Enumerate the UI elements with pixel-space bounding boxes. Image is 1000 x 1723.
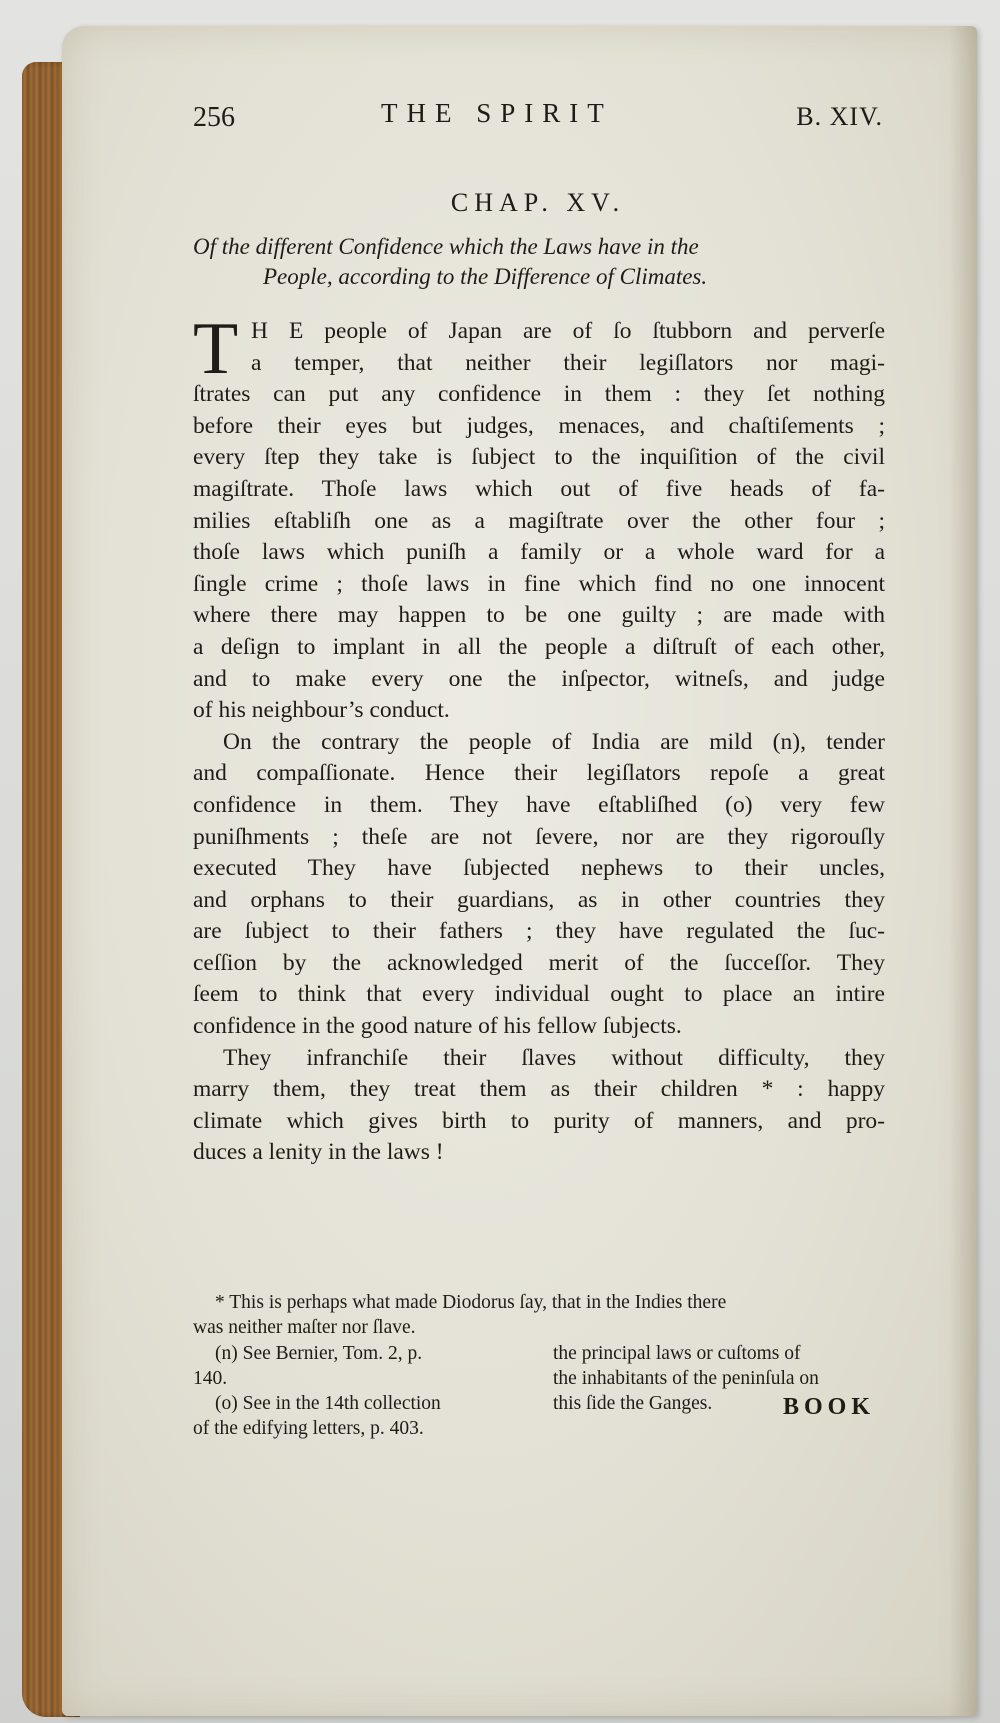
text-line: On the contrary the people of India are mild (n), tender [223,728,885,755]
footnote-column-right [553,1341,893,1441]
chapter-title-line: Of the different Confidence which the Laws have in the [193,234,699,259]
text-line: thoſe laws which puniſh a family or a whole ward for a [193,539,885,566]
footnote-o-continued: the principal laws or cuſtoms of [553,1343,801,1364]
text-line: milies eſtabliſh one as a magiſtrate over the other four ; [193,507,885,534]
chapter-title-line: People, according to the Difference of Climates. [263,264,708,289]
page-number: 256 [193,102,235,133]
text-line: climate which gives birth to purity of manners, and pro- [193,1107,885,1134]
text-line: confidence in them. They have eſtabliſhed (o) very few [193,791,885,818]
chapter-heading: CHAP. XV. [450,188,626,217]
page-gutter-shadow [949,26,977,1716]
footnote-o-continued: of the edifying letters, p. 403. [193,1418,424,1439]
text-line: confidence in the good nature of his fellow ſubjects. [193,1013,682,1040]
text-line: every ſtep they take is ſubject to the inquiſition of the civil [193,444,885,471]
text-line: marry them, they treat them as their children * : happy [193,1076,885,1103]
text-line: of his neighbour’s conduct. [193,697,450,724]
text-line: executed They have ſubjected nephews to their uncles, [193,855,885,882]
footnote-star-continued: was neither maſter nor ſlave. [193,1317,416,1338]
text-line: ſeem to think that every individual ought to place an intire [193,981,885,1008]
chapter-title [193,232,883,292]
footnote-n: (n) See Bernier, Tom. 2, p. [215,1343,423,1364]
text-line: ceſſion by the acknowledged merit of the ſucceſſor. They [193,949,885,976]
paragraph [193,308,885,727]
text-line: where there may happen to be one guilty ; are made with [193,602,885,629]
catchword: BOOK [782,1394,875,1420]
text-line: a deſign to implant in all the people a diſtruſt of each other, [193,633,885,660]
book-reference: B. XIV. [796,102,883,131]
drop-cap: T [193,308,239,390]
paragraph [193,727,885,1043]
text-line: duces a lenity in the laws ! [193,1139,444,1166]
body-text [193,308,885,1169]
footnote-o: (o) See in the 14th collection [215,1393,441,1414]
footnote-n-continued: 140. [193,1368,228,1389]
text-line: and to make every one the inſpector, witneſs, and judge [193,665,885,692]
text-line: and orphans to their guardians, as in other countries they [193,886,885,913]
footnote-o-continued: the inhabitants of the peninſula on [553,1368,819,1389]
text-line: puniſhments ; theſe are not ſevere, nor are they rigorouſly [193,823,885,850]
text-line: magiſtrate. Thoſe laws which out of five heads of fa- [193,475,885,502]
paragraph [193,1043,885,1169]
footnote-column-left [193,1341,553,1441]
text-line: ſtrates can put any confidence in them : they ſet nothing [193,381,885,408]
footnote-star: * This is perhaps what made Diodorus ſay, that in the Indies there [215,1292,727,1313]
text-line: They infranchiſe their ſlaves without difficulty, they [223,1044,885,1071]
text-line: before their eyes but judges, menaces, and chaſtiſements ; [193,412,885,439]
text-line: H E people of Japan are of ſo ſtubborn and perverſe [251,318,885,344]
footnote-columns [193,1341,893,1441]
footnote-o-continued: this ſide the Ganges. [553,1393,713,1414]
text-line: ſingle crime ; thoſe laws in fine which find no one innocent [193,570,885,597]
text-line: a temper, that neither their legiſlators nor magi- [251,349,885,376]
running-head [193,94,883,134]
running-title: THE SPIRIT [381,98,613,128]
text-line: are ſubject to their fathers ; they have regulated the ſuc- [193,918,885,945]
text-line: and compaſſionate. Hence their legiſlators repoſe a great [193,760,885,787]
